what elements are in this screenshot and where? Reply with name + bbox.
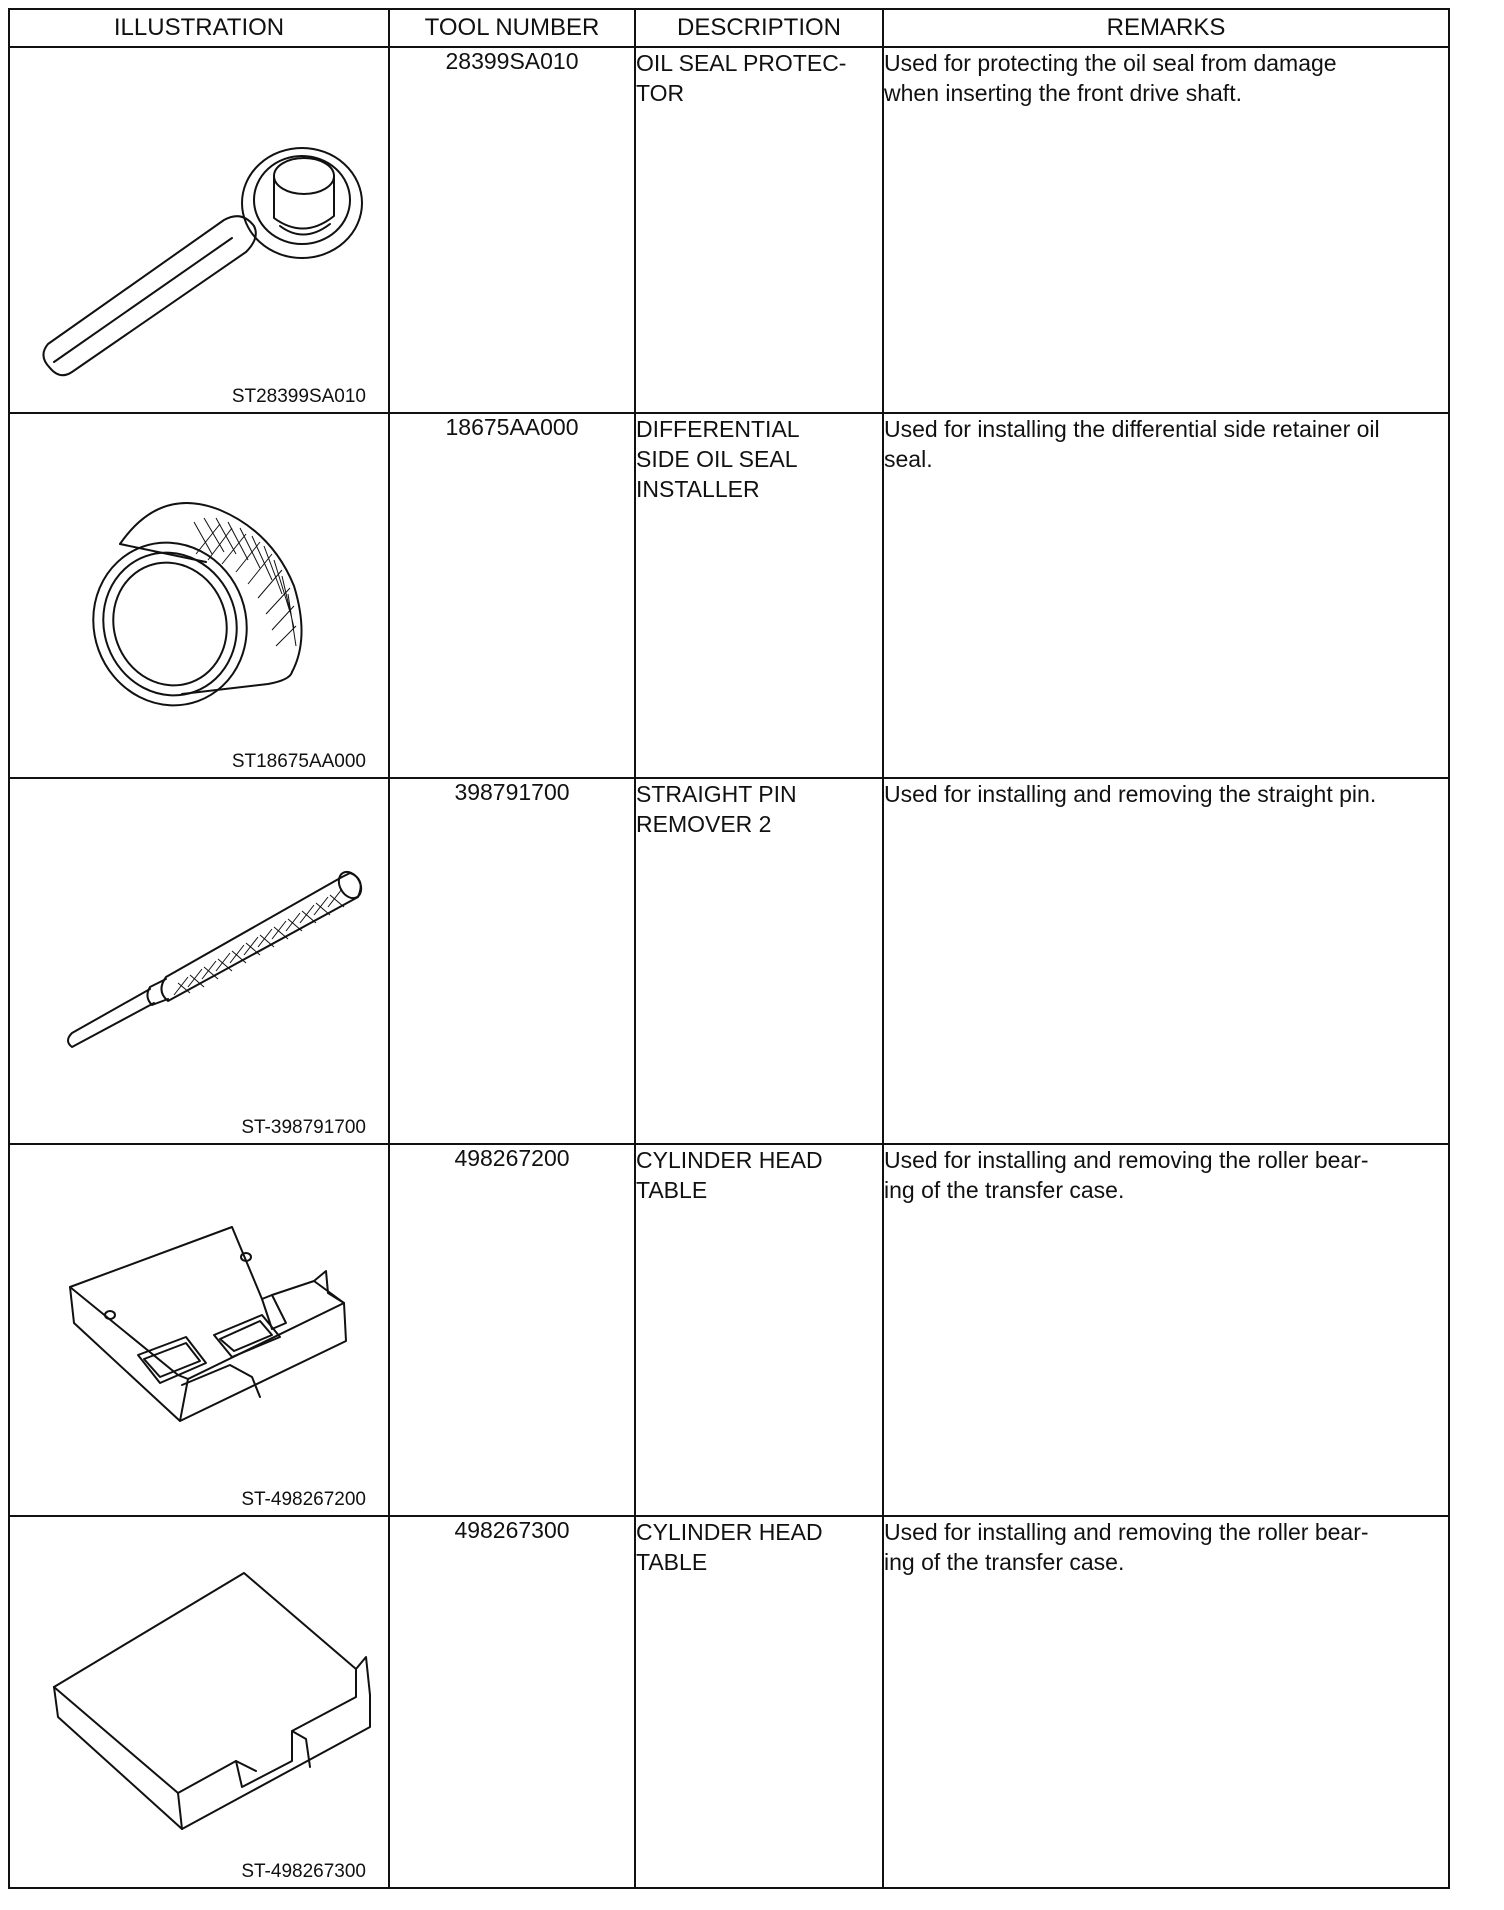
table-row: [9, 47, 1449, 413]
header-remarks: REMARKS: [883, 9, 1449, 47]
tool-number-cell: 398791700: [389, 778, 635, 1144]
illustration-code: ST-498267300: [241, 1861, 366, 1882]
illustration-cell: [9, 1516, 389, 1888]
table-header-row: [9, 9, 1449, 47]
header-tool-number: TOOL NUMBER: [389, 9, 635, 47]
cylinder-head-table-block-icon: [10, 1517, 390, 1887]
tool-number-cell: 498267300: [389, 1516, 635, 1888]
illustration-code: ST-398791700: [241, 1117, 366, 1138]
oil-seal-installer-icon: [10, 414, 390, 777]
illustration-cell: [9, 778, 389, 1144]
remarks-cell: Used for installing the differential side retainer oil seal.: [883, 413, 1449, 778]
illustration-code: ST28399SA010: [231, 386, 366, 407]
illustration-code: ST18675AA000: [231, 751, 366, 772]
special-tools-table: [8, 8, 1450, 1889]
description-cell: CYLINDER HEAD TABLE: [635, 1516, 883, 1888]
description-cell: OIL SEAL PROTEC- TOR: [635, 47, 883, 413]
table-row: [9, 778, 1449, 1144]
remarks-cell: Used for protecting the oil seal from damage when inserting the front drive shaft.: [883, 47, 1449, 413]
illustration-cell: [9, 47, 389, 413]
header-description: DESCRIPTION: [635, 9, 883, 47]
remarks-cell: Used for installing and removing the roller bear- ing of the transfer case.: [883, 1516, 1449, 1888]
tool-number-cell: 18675AA000: [389, 413, 635, 778]
description-cell: CYLINDER HEAD TABLE: [635, 1144, 883, 1516]
tool-number-cell: 28399SA010: [389, 47, 635, 413]
table-row: [9, 1144, 1449, 1516]
header-illustration: ILLUSTRATION: [9, 9, 389, 47]
cylinder-head-table-icon: [10, 1145, 390, 1515]
remarks-cell: Used for installing and removing the roller bear- ing of the transfer case.: [883, 1144, 1449, 1516]
table-row: [9, 1516, 1449, 1888]
description-cell: STRAIGHT PIN REMOVER 2: [635, 778, 883, 1144]
illustration-cell: [9, 1144, 389, 1516]
pin-remover-icon: [10, 779, 390, 1143]
illustration-cell: [9, 413, 389, 778]
illustration-code: ST-498267200: [241, 1489, 366, 1510]
remarks-cell: Used for installing and removing the straight pin.: [883, 778, 1449, 1144]
table-row: [9, 413, 1449, 778]
tool-number-cell: 498267200: [389, 1144, 635, 1516]
oil-seal-protector-icon: [10, 48, 390, 412]
description-cell: DIFFERENTIAL SIDE OIL SEAL INSTALLER: [635, 413, 883, 778]
